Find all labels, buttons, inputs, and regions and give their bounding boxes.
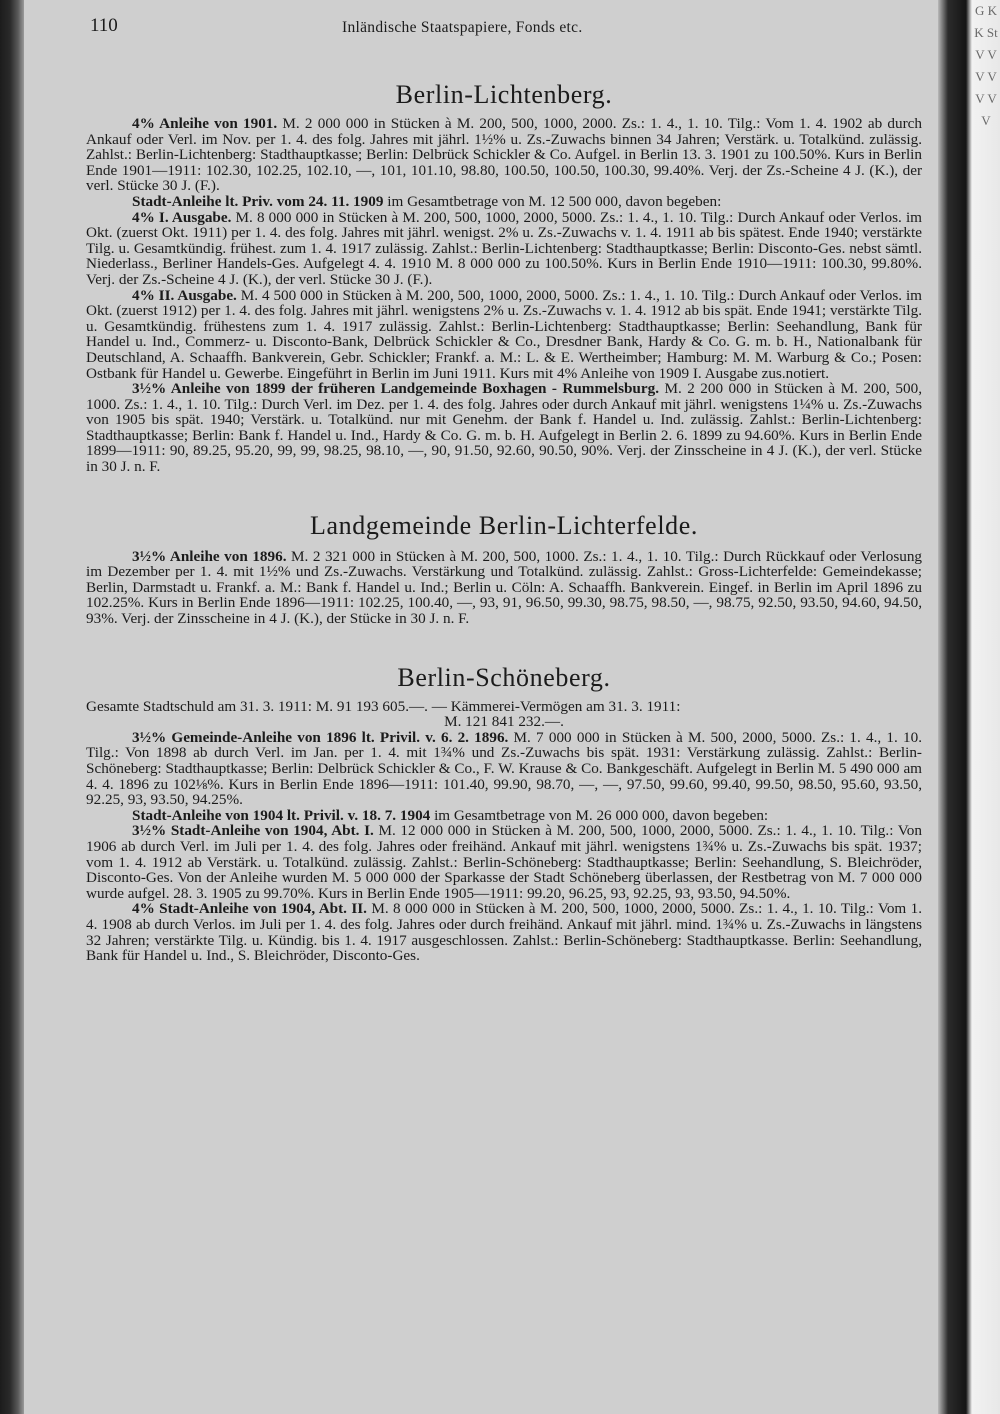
bond-entry: [86, 823, 922, 901]
scan-left-edge: [0, 0, 24, 1414]
scan-right-edge: [938, 0, 1000, 1414]
page-number: 110: [90, 15, 118, 36]
running-title: Inländische Staatspapiere, Fonds etc.: [342, 19, 583, 36]
bond-entry: [86, 194, 922, 210]
debt-summary-line: M. 121 841 232.—.: [444, 713, 564, 731]
bond-entry: [86, 549, 922, 627]
bond-entry: [86, 116, 922, 194]
bond-lead: Stadt-Anleihe von 1904 lt. Privil. v. 18. 7. 1904: [132, 806, 431, 824]
running-head: [86, 14, 922, 50]
book-page: [86, 14, 922, 1404]
debt-summary-line: Gesamte Stadtschuld am 31. 3. 1911: M. 91 193 605.—. — Kämmerei-Vermögen am 31. 3. 1911:: [86, 697, 681, 715]
bond-entry: [86, 901, 922, 963]
bond-lead: 3½% Stadt-Anleihe von 1904, Abt. I.: [132, 822, 374, 840]
bond-lead: 4% Stadt-Anleihe von 1904, Abt. II.: [132, 900, 367, 918]
bond-entry: [86, 381, 922, 475]
bond-text: M. 7 000 000 in Stücken à M. 500, 2000, 5000. Zs.: 1. 4., 1. 10. Tilg.: Von 1898 ab durch Verl. im Jan. per 1. 4. mit 1¾% und Zs.-Zuwachs bis spät. 1931: Verstärkung zulässig. Zahlst.: Berlin-Schöneberg: Stadthauptkasse; Berlin: Delbrück Schickler & Co., F. W. Krause & Co. Bankgeschäft. Aufgelegt in Berlin M. 5 490 000 am 4. 4. 1896 zu 102⅛%. Kurs in Berlin Ende 1896—1911: 101.40, 99.90, 98.70, —, —, 97.50, 99.60, 99.40, 99.50, 98.50, 95.60, 93.50, 92.25, 93, 93.50, 94.25%.: [86, 728, 922, 809]
section-berlin-lichterfelde: [86, 511, 922, 627]
bond-text: M. 2 000 000 in Stücken à M. 200, 500, 1000, 2000. Zs.: 1. 4., 1. 10. Tilg.: Vom 1. 4. 1902 ab durch Ankauf oder Verl. im Nov. per 1. 4. des folg. Jahres mit jährl. 1½% u. Zs.-Zuwachs binnen 34 Jahren; Verstärk. u. Totalkünd. zulässig. Zahlst.: Berlin-Lichtenberg: Stadthauptkasse; Berlin: Delbrück Schickler & Co. Aufgel. in Berlin 13. 3. 1901 zu 100.50%. Kurs in Berlin Ende 1901—1911: 102.30, 102.25, 102.10, —, 101, 101.10, 98.80, 100.50, 100.50, 100.30, 99.40%. Verj. der Zs.-Scheine 4 J. (K.), der verl. Stücke 30 J. (F.).: [86, 115, 922, 195]
bond-lead: 4% Anleihe von 1901.: [132, 115, 278, 132]
bond-text: M. 12 000 000 in Stücken à M. 200, 500, 1000, 2000, 5000. Zs.: 1. 4., 1. 10. Tilg.: Von 1906 ab durch Verl. im Juli per 1. 4. des folg. Jahres oder freihänd. Ankauf mit jährl. wenigstens 1¾% u. Zs.-Zuwachs bis spät. 1937; vom 1. 4. 1912 ab Verstärk. u. Totalkünd. zulässig. Zahlst.: Berlin-Schöneberg: Stadthauptkasse; Berlin: Seehandlung, S. Bleichröder, Disconto-Ges. Von der Anleihe wurden M. 5 000 000 der Sparkasse der Stadt Schöneberg überlassen, der Restbetrag von M. 7 000 000 wurde aufgel. 28. 3. 1905 zu 99.70%. Kurs in Berlin Ende 1905—1911: 99.20, 96.25, 93, 92.25, 93, 93.50, 94.50%.: [86, 822, 922, 902]
bond-lead: 3½% Anleihe von 1896.: [132, 547, 287, 565]
bond-lead: 4% I. Ausgabe.: [132, 208, 232, 226]
bond-entry: [86, 288, 922, 382]
bond-text: im Gesamtbetrage von M. 12 500 000, davon begeben:: [383, 192, 722, 210]
bond-entry: [86, 730, 922, 808]
bond-text: M. 2 200 000 in Stücken à M. 200, 500, 1000. Zs.: 1. 4., 1. 10. Tilg.: Durch Verl. im Dez. per 1. 4. des folg. Jahres oder durch Ankauf mit jährl. wenigstens 1¼% u. Zs.-Zuwachs von 1905 bis spät. 1940; Verstärk. u. Totalkünd. nur mit Genehm. der Bank f. Handel u. Ind. zulässig. Zahlst.: Berlin-Lichtenberg: Stadthauptkasse; Berlin: Bank f. Handel u. Ind., Hardy & Co. G. m. b. H. Aufgelegt in Berlin 2. 6. 1899 zu 94.60%. Kurs in Berlin Ende 1899—1911: 90, 89.25, 95.20, 99, 99, 98.25, 98.10, —, 90, 91.50, 92.60, 90.50, 90%. Verj. der Zinsscheine in 4 J. (K.), der verl. Stücke in 30 J. n. F.: [86, 380, 923, 476]
bond-text: im Gesamtbetrage von M. 26 000 000, davon begeben:: [430, 806, 769, 824]
section-title: Berlin-Lichtenberg.: [395, 80, 613, 109]
bond-lead: 4% II. Ausgabe.: [132, 286, 237, 304]
bond-text: M. 4 500 000 in Stücken à M. 200, 500, 1000, 2000, 5000. Zs.: 1. 4., 1. 10. Tilg.: Durch Ankauf oder Verlos. im Okt. (zuerst 1912) per 1. 4. des folg. Jahres mit jährl. wenigstens 2% u. Zs.-Zuwachs v. 1. 4. 1912 ab bis spät. Ende 1941; verstärkte Tilg. u. Gesamtkündig. frühestens zum 1. 4. 1917 zulässig. Zahlst.: Berlin-Lichtenberg: Stadthauptkasse; Berlin: Seehandlung, Bank für Handel u. Ind., Commerz- u. Disconto-Bank, Delbrück Schickler & Co., Dresdner Bank, Hardy & Co. G. m. b. H., Nationalbank für Deutschland, A. Schaaffh. Bankverein, Gebr. Schickler; Frankf. a. M.: L. & E. Wertheimber; Hamburg: M. M. Warburg & Co.; Posen: Ostbank für Handel u. Gewerbe. Eingeführt in Berlin im Juni 1911. Kurs mit 4% Anleihe von 1909 I. Ausgabe zus.notiert.: [86, 286, 922, 382]
section-berlin-schoeneberg: [86, 663, 922, 964]
bond-text: M. 2 321 000 in Stücken à M. 200, 500, 1000. Zs.: 1. 4., 1. 10. Tilg.: Durch Rückkauf oder Verlosung im Dezember per 1. 4. mit 1½% und Zs.-Zuwachs. Verstärkung und Totalkünd. zulässig. Zahlst.: Gross-Lichterfelde: Gemeindekasse; Berlin, Darmstadt u. Frankf. a. M.: Bank f. Handel u. Ind.; Berlin u. Cöln: A. Schaaffh. Bankverein. Eingef. in Berlin im April 1896 zu 102.25%. Kurs in Berlin Ende 1896—1911: 102.25, 100.40, —, 93, 91, 96.50, 99.30, 98.75, 98.50, —, 98.75, 92.50, 93.50, 94.60, 94.50, 93%. Verj. der Zinsscheine in 4 J. (K.), der Stücke in 30 J. n. F.: [86, 547, 923, 628]
bond-entry: [86, 210, 922, 288]
section-title: Landgemeinde Berlin-Lichterfelde.: [310, 510, 698, 540]
bond-text: M. 8 000 000 in Stücken à M. 200, 500, 1000, 2000, 5000. Zs.: 1. 4., 1. 10. Tilg.: Durch Ankauf oder Verlos. im Okt. (zuerst Okt. 1911) per 1. 4. des folg. Jahres mit jährl. wenigst. 2% u. Zs.-Zuwachs v. 1. 4. 1911 ab bis spätest. Ende 1940; verstärkte Tilg. u. Gesamtkündig. frühest. zum 1. 4. 1917 zulässig. Zahlst.: Berlin-Lichtenberg: Stadthauptkasse; Berlin: Disconto-Ges. nebst sämtl. Niederlass., Berliner Handels-Ges. Aufgelegt 4. 4. 1910 M. 8 000 000 zu 100.50%. Kurs in Berlin Ende 1910—1911: 100.30, 99.80%. Verj. der Zs.-Scheine 4 J. (K.), der verl. Stücke 30 J. (F.).: [86, 208, 922, 288]
section-title: Berlin-Schöneberg.: [397, 662, 611, 692]
bond-lead: Stadt-Anleihe lt. Priv. vom 24. 11. 1909: [132, 192, 384, 210]
adjacent-page-glyphs: G K K St V V V V V V V: [974, 3, 998, 128]
bond-entry: [86, 808, 922, 824]
section-berlin-lichtenberg: [86, 80, 922, 475]
bond-text: M. 8 000 000 in Stücken à M. 200, 500, 1000, 2000, 5000. Zs.: 1. 4., 1. 10. Tilg.: Vom 1. 4. 1908 ab durch Verlos. im Juli per 1. 4. des folg. Jahres oder durch freihänd. Ankauf mit jährl. mind. 1¾% u. Zs.-Zuwachs in längstens 32 Jahren; verstärkte Tilg. u. Kündig. bis 1. 4. 1917 ausgeschlossen. Zahlst.: Berlin-Schöneberg: Stadthauptkasse. Berlin: Seehandlung, Bank für Handel u. Ind., S. Bleichröder, Disconto-Ges.: [86, 900, 923, 965]
bond-lead: 3½% Gemeinde-Anleihe von 1896 lt. Privil. v. 6. 2. 1896.: [132, 728, 509, 746]
bond-lead: 3½% Anleihe von 1899 der früheren Landgemeinde Boxhagen - Rummelsburg.: [132, 380, 660, 398]
